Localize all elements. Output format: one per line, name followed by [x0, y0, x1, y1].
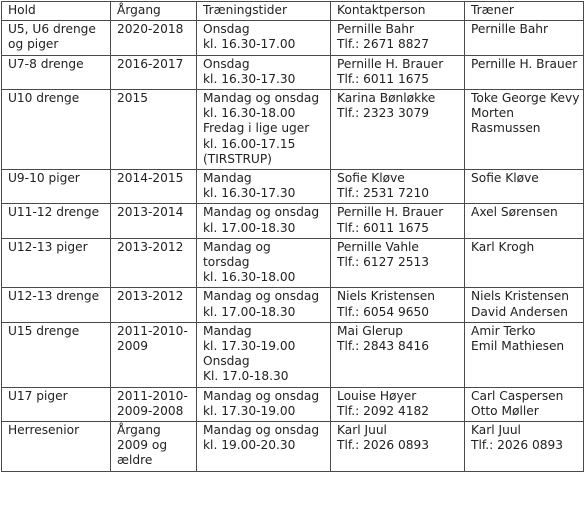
team-schedule-table: [1, 1, 584, 472]
cell-line: Tlf.: 6127 2513: [337, 255, 429, 270]
cell-line: Pernille H. Brauer: [471, 56, 578, 71]
cell-line: Otto Møller: [471, 403, 539, 418]
cell-line: kl. 16.30-17.30: [203, 71, 296, 86]
traener-cell: [465, 288, 584, 322]
cell-line: Axel Sørensen: [471, 205, 558, 220]
cell-line: Toke George Kevy: [471, 91, 580, 106]
cell-line: 2020-2018: [117, 22, 184, 37]
cell-line: (TIRSTRUP): [203, 151, 272, 166]
cell-line: kl. 17.00-18.30: [203, 220, 296, 235]
cell-line: Karl Krogh: [471, 239, 535, 254]
cell-line: Tlf.: 6011 1675: [337, 220, 429, 235]
cell-line: Kl. 17.0-18.30: [203, 369, 289, 384]
traeningstider-cell: [197, 387, 331, 421]
cell-line: kl. 16.30-18.00: [203, 270, 296, 285]
cell-line: kl. 17.30-19.00: [203, 403, 296, 418]
cell-line: 2009: [117, 339, 149, 354]
cell-line: Mandag og onsdag: [203, 388, 320, 403]
table-header: [2, 2, 584, 21]
cell-line: Mandag og: [203, 239, 271, 254]
traeningstider-cell: [197, 422, 331, 472]
kontaktperson-cell: [331, 90, 465, 170]
hold-cell: [2, 322, 111, 387]
cell-line: U12-13 piger: [8, 239, 88, 254]
cell-line: 2011-2010-: [117, 388, 188, 403]
hold-cell: [2, 288, 111, 322]
cell-line: Tlf.: 2671 8827: [337, 37, 429, 52]
traener-cell: [465, 422, 584, 472]
cell-line: Karl Juul: [337, 423, 387, 438]
cell-line: Emil Mathiesen: [471, 339, 565, 354]
cell-line: 2013-2012: [117, 239, 184, 254]
cell-line: Pernille Bahr: [337, 22, 415, 37]
cell-line: Mandag og onsdag: [203, 289, 320, 304]
table-row: [2, 422, 584, 472]
aargang-cell: [111, 322, 197, 387]
aargang-cell: [111, 204, 197, 238]
traener-cell: [465, 170, 584, 204]
cell-line: 2009 og: [117, 438, 168, 453]
cell-line: Onsdag: [203, 56, 250, 71]
header-traeningstider: Træningstider: [197, 2, 331, 21]
traeningstider-cell: [197, 322, 331, 387]
cell-line: U17 piger: [8, 388, 68, 403]
cell-line: U7-8 drenge: [8, 56, 84, 71]
cell-line: Mandag: [203, 171, 252, 186]
hold-cell: [2, 90, 111, 170]
aargang-cell: [111, 422, 197, 472]
kontaktperson-cell: [331, 204, 465, 238]
cell-line: Pernille H. Brauer: [337, 205, 444, 220]
hold-cell: [2, 55, 111, 89]
kontaktperson-cell: [331, 422, 465, 472]
traeningstider-cell: [197, 90, 331, 170]
cell-line: 2013-2012: [117, 289, 184, 304]
cell-line: torsdag: [203, 255, 250, 270]
cell-line: Tlf.: 2843 8416: [337, 339, 429, 354]
table-row: [2, 238, 584, 288]
cell-line: Sofie Kløve: [337, 171, 405, 186]
traeningstider-cell: [197, 288, 331, 322]
cell-line: 2011-2010-: [117, 323, 188, 338]
cell-line: Mandag og onsdag: [203, 205, 320, 220]
hold-cell: [2, 422, 111, 472]
cell-line: Årgang: [117, 423, 161, 438]
cell-line: Niels Kristensen: [471, 289, 569, 304]
traeningstider-cell: [197, 21, 331, 55]
kontaktperson-cell: [331, 387, 465, 421]
aargang-cell: [111, 170, 197, 204]
table-row: [2, 90, 584, 170]
cell-line: Tlf.: 2026 0893: [337, 438, 429, 453]
header-row: [2, 2, 584, 21]
table-row: [2, 322, 584, 387]
kontaktperson-cell: [331, 322, 465, 387]
traeningstider-cell: [197, 55, 331, 89]
cell-line: Karl Juul: [471, 423, 521, 438]
traeningstider-cell: [197, 204, 331, 238]
table-row: [2, 170, 584, 204]
traener-cell: [465, 21, 584, 55]
cell-line: U11-12 drenge: [8, 205, 100, 220]
aargang-cell: [111, 238, 197, 288]
hold-cell: [2, 387, 111, 421]
table-row: [2, 387, 584, 421]
aargang-cell: [111, 387, 197, 421]
cell-line: Tlf.: 2092 4182: [337, 403, 429, 418]
cell-line: Pernille Vahle: [337, 239, 419, 254]
cell-line: Tlf.: 2026 0893: [471, 438, 563, 453]
traener-cell: [465, 55, 584, 89]
cell-line: og piger: [8, 37, 59, 52]
cell-line: Rasmussen: [471, 121, 541, 136]
cell-line: U9-10 piger: [8, 171, 80, 186]
cell-line: Mandag og onsdag: [203, 91, 320, 106]
aargang-cell: [111, 288, 197, 322]
traener-cell: [465, 322, 584, 387]
cell-line: Onsdag: [203, 354, 250, 369]
hold-cell: [2, 238, 111, 288]
header-aargang: Årgang: [111, 2, 197, 21]
table-row: [2, 204, 584, 238]
table-row: [2, 288, 584, 322]
cell-line: kl. 16.30-17.00: [203, 37, 296, 52]
cell-line: Niels Kristensen: [337, 289, 435, 304]
cell-line: Mai Glerup: [337, 323, 404, 338]
aargang-cell: [111, 21, 197, 55]
cell-line: Louise Høyer: [337, 388, 417, 403]
cell-line: Morten: [471, 106, 514, 121]
cell-line: U12-13 drenge: [8, 289, 100, 304]
cell-line: Tlf.: 6054 9650: [337, 304, 429, 319]
cell-line: 2016-2017: [117, 56, 184, 71]
cell-line: Amir Terko: [471, 323, 536, 338]
table-body: [2, 21, 584, 471]
cell-line: Onsdag: [203, 22, 250, 37]
cell-line: kl. 19.00-20.30: [203, 438, 296, 453]
cell-line: Tlf.: 6011 1675: [337, 71, 429, 86]
kontaktperson-cell: [331, 21, 465, 55]
cell-line: U5, U6 drenge: [8, 22, 96, 37]
traeningstider-cell: [197, 170, 331, 204]
aargang-cell: [111, 55, 197, 89]
cell-line: ældre: [117, 453, 153, 468]
traeningstider-cell: [197, 238, 331, 288]
cell-line: Pernille H. Brauer: [337, 56, 444, 71]
cell-line: kl. 16.30-18.00: [203, 106, 296, 121]
cell-line: Tlf.: 2323 3079: [337, 106, 429, 121]
traener-cell: [465, 204, 584, 238]
kontaktperson-cell: [331, 55, 465, 89]
cell-line: Karina Bønløkke: [337, 91, 436, 106]
aargang-cell: [111, 90, 197, 170]
cell-line: Sofie Kløve: [471, 171, 539, 186]
cell-line: Fredag i lige uger: [203, 121, 310, 136]
cell-line: kl. 16.30-17.30: [203, 186, 296, 201]
kontaktperson-cell: [331, 238, 465, 288]
header-traener: Træner: [465, 2, 584, 21]
traener-cell: [465, 387, 584, 421]
kontaktperson-cell: [331, 288, 465, 322]
cell-line: Tlf.: 2531 7210: [337, 186, 429, 201]
cell-line: David Andersen: [471, 304, 568, 319]
header-kontaktperson: Kontaktperson: [331, 2, 465, 21]
cell-line: kl. 17.00-18.30: [203, 304, 296, 319]
kontaktperson-cell: [331, 170, 465, 204]
hold-cell: [2, 204, 111, 238]
traener-cell: [465, 90, 584, 170]
cell-line: Carl Caspersen: [471, 388, 564, 403]
cell-line: Pernille Bahr: [471, 22, 549, 37]
cell-line: Mandag: [203, 323, 252, 338]
hold-cell: [2, 170, 111, 204]
traener-cell: [465, 238, 584, 288]
cell-line: U15 drenge: [8, 323, 80, 338]
table-row: [2, 55, 584, 89]
cell-line: Herresenior: [8, 423, 80, 438]
header-hold: Hold: [2, 2, 111, 21]
cell-line: 2014-2015: [117, 171, 184, 186]
cell-line: 2009-2008: [117, 403, 184, 418]
cell-line: U10 drenge: [8, 91, 80, 106]
table-row: [2, 21, 584, 55]
cell-line: kl. 17.30-19.00: [203, 339, 296, 354]
cell-line: 2015: [117, 91, 149, 106]
hold-cell: [2, 21, 111, 55]
cell-line: kl. 16.00-17.15: [203, 136, 296, 151]
cell-line: 2013-2014: [117, 205, 184, 220]
cell-line: Mandag og onsdag: [203, 423, 320, 438]
